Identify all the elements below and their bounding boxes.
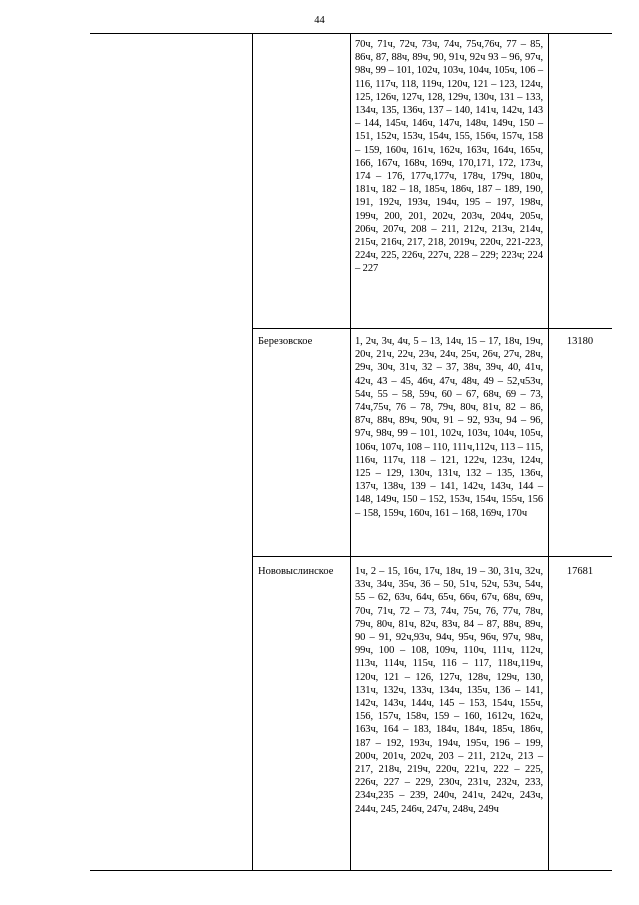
row-divider-2 bbox=[252, 556, 612, 557]
area-value: 13180 bbox=[566, 336, 594, 347]
table-bottom-border bbox=[90, 870, 612, 871]
district-name: Березовское bbox=[258, 336, 313, 347]
page-number: 44 bbox=[314, 15, 325, 26]
column-divider-3 bbox=[548, 33, 549, 870]
table-row-parcels: 1ч, 2 – 15, 16ч, 17ч, 18ч, 19 – 30, 31ч, 32ч, 33ч, 34ч, 35ч, 36 – 50, 51ч, 52ч, 53ч, 54ч, 55 – 62, 63ч, 64ч, 65ч, 66ч, 67ч, 68ч, 69ч, 70ч, 71ч, 72 – 73, 74ч, 75ч, 76, 77ч, 78ч, 79ч, 80ч, 81ч, 82ч, 83ч, 84 – 87, 88ч, 89ч, 90 – 91, 92ч,93ч, 94ч, 95ч, 96ч, 97ч, 98ч, 99ч, 100 – 108, 109ч, 110ч, 111ч, 112ч, 113ч, 114ч, 115ч, 116 – 117, 118ч,119ч, 120ч, 121 – 126, 127ч, 128ч, 129ч, 130, 131ч, 132ч, 133ч, 134ч, 135ч, 136 – 141, 142ч, 143ч, 144ч, 145 – 153, 154ч, 155ч, 156, 157ч, 158ч, 159 – 160, 1612ч, 162ч, 163ч, 164 – 183, 184ч, 184ч, 185ч, 186ч, 187 – 192, 193ч, 194ч, 195ч, 196 – 199, 200ч, 201ч, 202ч, 203 – 211, 212ч, 213 – 217, 218ч, 219ч, 220ч, 221ч, 222 – 225, 226ч, 227 – 229, 230ч, 231ч, 232ч, 233, 234ч,235 – 239, 240ч, 241ч, 242ч, 243ч, 244ч, 245, 246ч, 247ч, 248ч, 249ч bbox=[355, 566, 543, 815]
district-name: Нововыслинское bbox=[258, 566, 334, 577]
column-divider-2 bbox=[350, 33, 351, 870]
area-value: 17681 bbox=[566, 566, 594, 577]
row-divider-1 bbox=[252, 328, 612, 329]
table-top-border bbox=[90, 33, 612, 34]
column-divider-1 bbox=[252, 33, 253, 870]
table-row-parcels: 70ч, 71ч, 72ч, 73ч, 74ч, 75ч,76ч, 77 – 85, 86ч, 87, 88ч, 89ч, 90, 91ч, 92ч 93 – 96, 97ч, 98ч, 99 – 101, 102ч, 103ч, 104ч, 105ч, 106 – 116, 117ч, 118, 119ч, 120ч, 121 – 123, 124ч, 125, 126ч, 127ч, 128, 129ч, 130ч, 131 – 133, 134ч, 135, 136ч, 137 – 140, 141ч, 142ч, 143 – 144, 145ч, 146ч, 147ч, 148ч, 149ч, 150 – 151, 152ч, 153ч, 154ч, 155, 156ч, 157ч, 158 – 159, 160ч, 161ч, 162ч, 163ч, 164ч, 165ч, 166, 167ч, 168ч, 169ч, 170,171, 172, 173ч, 174 – 176, 177ч,177ч, 178ч, 179ч, 180ч, 181ч, 182 – 18, 185ч, 186ч, 187 – 189, 190, 191, 192ч, 193ч, 194ч, 195 – 197, 198ч, 199ч, 200, 201, 202ч, 203ч, 204ч, 205ч, 206ч, 207ч, 208 – 211, 212ч, 213ч, 214ч, 215ч, 216ч, 217, 218, 2019ч, 220ч, 221-223, 224ч, 225, 226ч, 227ч, 228 – 229; 223ч; 224 – 227 bbox=[355, 39, 543, 275]
table-row-parcels: 1, 2ч, 3ч, 4ч, 5 – 13, 14ч, 15 – 17, 18ч, 19ч, 20ч, 21ч, 22ч, 23ч, 24ч, 25ч, 26ч, 27ч, 28ч, 29ч, 30ч, 31ч, 32 – 37, 38ч, 39ч, 40, 41ч, 42ч, 43 – 45, 46ч, 47ч, 48ч, 49 – 52,ч53ч, 54ч, 55 – 58, 59ч, 60 – 67, 68ч, 69 – 73, 74ч,75ч, 76 – 78, 79ч, 80ч, 81ч, 82 – 86, 87ч, 88ч, 89ч, 90ч, 91 – 92, 93ч, 94 – 96, 97ч, 98ч, 99 – 101, 102ч, 103ч, 104ч, 105ч, 106ч, 107ч, 108 – 110, 111ч,112ч, 113 – 115, 116ч, 117ч, 118 – 121, 122ч, 123ч, 124ч, 125 – 129, 130ч, 131ч, 132 – 135, 136ч, 137ч, 138ч, 139 – 141, 142ч, 143ч, 144 – 148, 149ч, 150 – 152, 153ч, 154ч, 155ч, 156 – 158, 159ч, 160ч, 161 – 168, 169ч, 170ч bbox=[355, 336, 543, 519]
